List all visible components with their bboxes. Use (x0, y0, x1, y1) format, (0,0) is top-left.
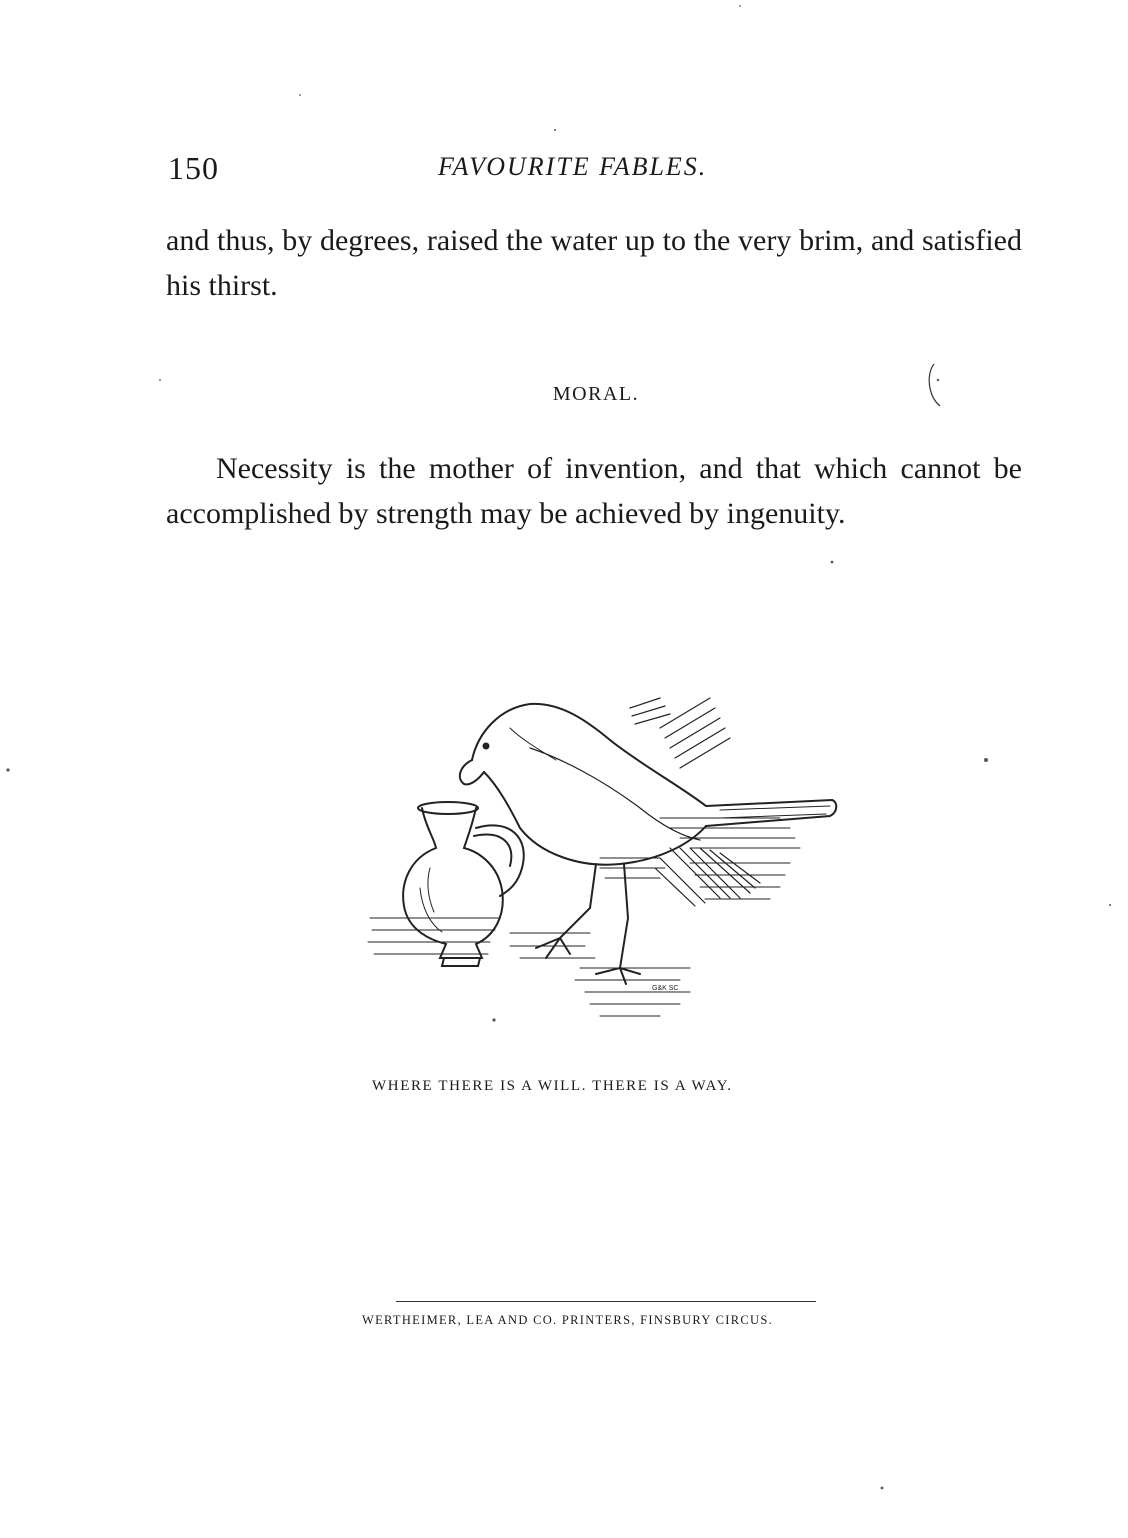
moral-heading-text: MORAL. (552, 383, 640, 405)
closing-paragraph: and thus, by degrees, raised the water up to the very brim, and satisfied his thirst. (166, 224, 1022, 302)
engraver-mark: G&K SC (652, 985, 679, 992)
moral-text: Necessity is the mother of invention, and that which cannot be accomplished by strength may be achieved by ingenuity. (166, 452, 1022, 530)
printer-imprint: WERTHEIMER, LEA AND CO. PRINTERS, FINSBURY CIRCUS. (362, 1313, 774, 1327)
illustration-caption: WHERE THERE IS A WILL. THERE IS A WAY. (372, 1078, 733, 1094)
page-number: 150 (168, 150, 219, 186)
running-head: FAVOURITE FABLES. (438, 152, 708, 181)
